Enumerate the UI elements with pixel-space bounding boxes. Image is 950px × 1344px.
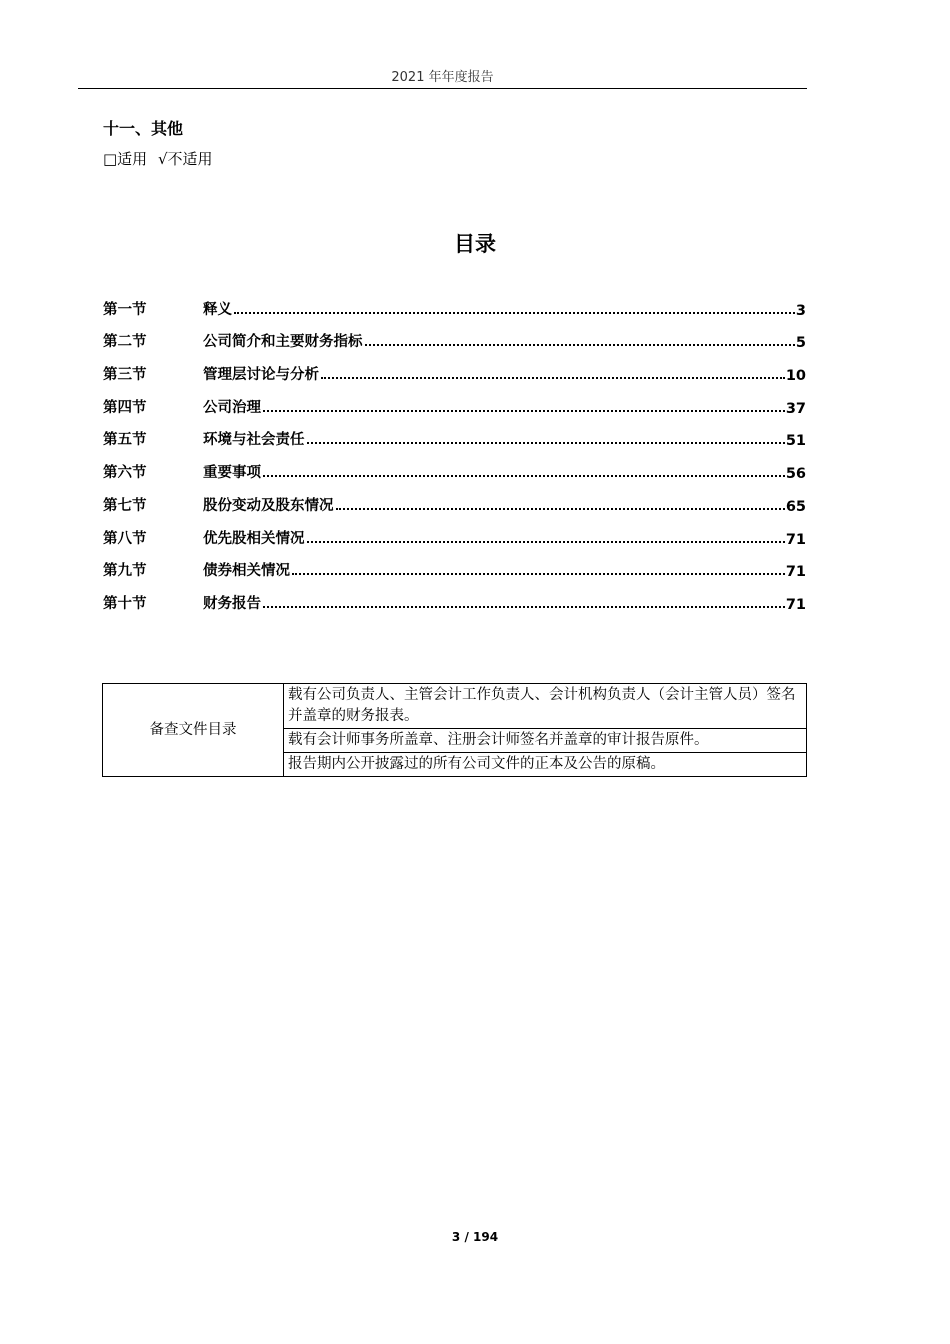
toc-entry[interactable] (103, 319, 806, 352)
toc-leader-dots (307, 541, 785, 543)
table-row (103, 684, 807, 729)
toc-section-title: 公司治理 (203, 399, 261, 416)
reference-document-item: 载有公司负责人、主管会计工作负责人、会计机构负责人（会计主管人员）签名并盖章的财务报表。 (284, 684, 807, 729)
toc-leader-dots (263, 475, 785, 477)
toc-leader-dots (321, 377, 785, 379)
toc-section-number: 第四节 (103, 399, 147, 416)
toc-section-number: 第七节 (103, 497, 147, 514)
toc-section-title: 释义 (203, 301, 232, 318)
page-header-title: 2021 年年度报告 (391, 70, 494, 85)
toc-entry[interactable] (103, 515, 806, 548)
reference-documents-table (102, 683, 807, 777)
toc-title: 目录 (454, 232, 496, 256)
toc-section-number: 第六节 (103, 465, 147, 482)
toc-leader-dots (234, 312, 795, 314)
option-not-applicable-checked: √不适用 (157, 150, 213, 168)
page-number: 3 / 194 (451, 1230, 499, 1244)
toc-entry[interactable] (103, 417, 806, 450)
toc-page-number: 65 (785, 498, 806, 515)
toc-section-number: 第二节 (103, 334, 147, 351)
toc-section-number: 第九节 (103, 563, 147, 580)
toc-page-number: 71 (785, 564, 806, 581)
toc-section-title: 重要事项 (203, 465, 261, 482)
toc-page-number: 37 (785, 400, 806, 417)
section-heading: 十一、其他 (103, 119, 184, 138)
toc-page-number: 5 (795, 335, 806, 352)
toc-entry[interactable] (103, 548, 806, 581)
toc-leader-dots (307, 442, 785, 444)
toc-section-title: 公司简介和主要财务指标 (203, 334, 363, 351)
toc-entry[interactable] (103, 286, 806, 319)
reference-document-item: 报告期内公开披露过的所有公司文件的正本及公告的原稿。 (284, 753, 807, 777)
toc-page-number: 56 (785, 466, 806, 483)
toc-section-title: 股份变动及股东情况 (203, 497, 334, 514)
toc-section-number: 第一节 (103, 301, 147, 318)
toc-section-number: 第十节 (103, 595, 147, 612)
toc-page-number: 71 (785, 596, 806, 613)
toc-page-number: 3 (795, 302, 806, 319)
toc-section-title: 管理层讨论与分析 (203, 367, 319, 384)
toc-leader-dots (365, 344, 795, 346)
toc-leader-dots (263, 410, 785, 412)
toc-entry[interactable] (103, 384, 806, 417)
toc-section-number: 第五节 (103, 432, 147, 449)
toc-section-title: 环境与社会责任 (203, 432, 305, 449)
toc-entry[interactable] (103, 449, 806, 482)
toc-section-number: 第八节 (103, 530, 147, 547)
applicability-options (103, 148, 219, 169)
table-of-contents (103, 286, 806, 613)
reference-document-item: 载有会计师事务所盖章、注册会计师签名并盖章的审计报告原件。 (284, 729, 807, 753)
toc-entry[interactable] (103, 482, 806, 515)
toc-section-title: 财务报告 (203, 595, 261, 612)
header-divider (78, 88, 807, 89)
toc-page-number: 51 (785, 433, 806, 450)
toc-leader-dots (263, 606, 785, 608)
toc-page-number: 10 (785, 368, 806, 385)
reference-documents-label: 备查文件目录 (103, 684, 284, 777)
toc-section-title: 优先股相关情况 (203, 530, 305, 547)
option-applicable-unchecked: □适用 (103, 150, 148, 168)
toc-leader-dots (336, 508, 785, 510)
toc-entry[interactable] (103, 580, 806, 613)
toc-entry[interactable] (103, 351, 806, 384)
toc-section-number: 第三节 (103, 367, 147, 384)
toc-section-title: 债券相关情况 (203, 563, 290, 580)
toc-leader-dots (292, 573, 785, 575)
toc-page-number: 71 (785, 531, 806, 548)
